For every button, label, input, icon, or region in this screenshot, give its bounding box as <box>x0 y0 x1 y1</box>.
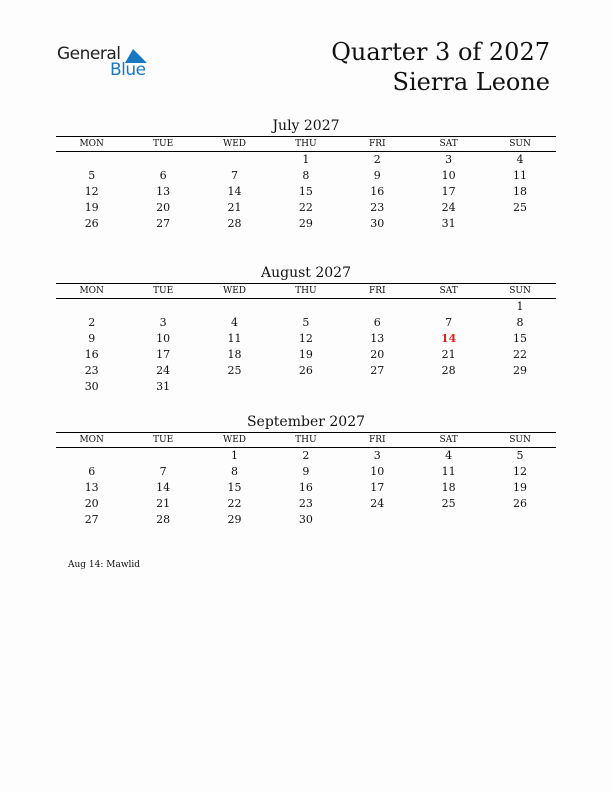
day-cell: 7 <box>230 169 238 182</box>
weekday-label: TUE <box>153 286 174 296</box>
week-row <box>56 363 556 379</box>
day-cell: 27 <box>84 513 99 526</box>
week-row <box>56 168 556 184</box>
day-cell: 12 <box>84 185 99 198</box>
weekday-label: TUE <box>153 139 174 149</box>
day-cell: 20 <box>156 201 171 214</box>
day-cell: 4 <box>516 153 524 166</box>
day-cell: 11 <box>441 465 456 478</box>
month-september <box>56 412 556 528</box>
day-cell: 29 <box>227 513 242 526</box>
day-cell: 24 <box>156 364 171 377</box>
month-title: September 2027 <box>246 414 366 430</box>
day-cell: 5 <box>516 449 524 462</box>
day-cell: 26 <box>84 217 99 230</box>
empty-day-cell <box>484 216 555 232</box>
day-cell: 13 <box>156 185 171 198</box>
week-row <box>56 216 556 232</box>
week-row <box>56 315 556 331</box>
weekday-header <box>56 433 556 447</box>
day-cell: 11 <box>227 332 242 345</box>
day-cell: 18 <box>513 185 528 198</box>
day-cell: 27 <box>370 364 385 377</box>
day-cell: 5 <box>302 316 310 329</box>
day-cell: 30 <box>370 217 385 230</box>
day-cell: 20 <box>84 497 99 510</box>
day-cell: 8 <box>516 316 524 329</box>
day-cell: 12 <box>513 465 528 478</box>
day-cell: 13 <box>84 481 99 494</box>
empty-day-cell <box>413 299 484 315</box>
holiday-note: Aug 14: Mawlid <box>68 560 141 570</box>
weekday-label: WED <box>222 435 246 445</box>
day-cell: 25 <box>227 364 242 377</box>
empty-day-cell <box>56 299 127 315</box>
weekday-header <box>56 137 556 151</box>
week-row <box>56 184 556 200</box>
empty-day-cell <box>127 299 198 315</box>
day-cell: 18 <box>441 481 456 494</box>
day-cell: 6 <box>159 169 167 182</box>
week-row <box>56 347 556 363</box>
day-cell: 8 <box>302 169 310 182</box>
month-august <box>56 263 556 395</box>
logo-word-general: General <box>57 44 121 64</box>
day-cell: 22 <box>227 497 242 510</box>
day-cell: 22 <box>513 348 528 361</box>
day-cell: 11 <box>513 169 528 182</box>
empty-day-cell <box>342 299 413 315</box>
day-cell: 20 <box>370 348 385 361</box>
day-cell: 24 <box>370 497 385 510</box>
day-cell: 29 <box>513 364 528 377</box>
weekday-label: SUN <box>509 286 531 296</box>
empty-day-cell <box>127 152 198 168</box>
day-cell: 24 <box>441 201 456 214</box>
page-title <box>331 37 550 97</box>
day-cell: 15 <box>227 481 242 494</box>
empty-day-cell <box>413 512 484 528</box>
weekday-label: FRI <box>368 435 386 445</box>
weekday-label: MON <box>79 286 104 296</box>
empty-day-cell <box>484 379 555 395</box>
day-cell: 4 <box>445 449 453 462</box>
day-cell: 30 <box>298 513 313 526</box>
day-cell: 22 <box>298 201 313 214</box>
day-cell: 6 <box>373 316 381 329</box>
week-row <box>56 200 556 216</box>
day-cell: 21 <box>227 201 242 214</box>
day-cell: 19 <box>513 481 528 494</box>
day-cell: 3 <box>159 316 167 329</box>
day-cell: 14 <box>440 332 457 345</box>
holiday-notes <box>68 560 140 570</box>
quarter-title: Quarter 3 of 2027 <box>331 38 550 66</box>
day-cell: 23 <box>84 364 99 377</box>
week-row <box>56 512 556 528</box>
weekday-label: WED <box>222 286 246 296</box>
day-cell: 25 <box>441 497 456 510</box>
empty-day-cell <box>484 512 555 528</box>
week-row <box>56 379 556 395</box>
weekday-label: SAT <box>439 139 458 149</box>
day-cell: 16 <box>84 348 99 361</box>
day-cell: 3 <box>445 153 453 166</box>
empty-day-cell <box>342 379 413 395</box>
month-title: August 2027 <box>261 265 351 281</box>
day-cell: 23 <box>298 497 313 510</box>
weekday-label: MON <box>79 139 104 149</box>
day-cell: 31 <box>441 217 456 230</box>
empty-day-cell <box>199 379 270 395</box>
day-cell: 18 <box>227 348 242 361</box>
day-cell: 14 <box>227 185 242 198</box>
day-cell: 10 <box>441 169 456 182</box>
weekday-header <box>56 284 556 298</box>
day-cell: 9 <box>373 169 381 182</box>
weekday-label: SAT <box>439 435 458 445</box>
day-cell: 15 <box>298 185 313 198</box>
day-cell: 2 <box>88 316 96 329</box>
weekday-label: FRI <box>368 139 386 149</box>
day-cell: 12 <box>298 332 313 345</box>
day-cell: 2 <box>373 153 381 166</box>
day-cell: 1 <box>302 153 310 166</box>
day-cell: 17 <box>370 481 385 494</box>
week-row <box>56 331 556 347</box>
country-title: Sierra Leone <box>392 68 550 96</box>
empty-day-cell <box>270 379 341 395</box>
empty-day-cell <box>413 379 484 395</box>
day-cell: 28 <box>227 217 242 230</box>
empty-day-cell <box>270 299 341 315</box>
weekday-label: MON <box>79 435 104 445</box>
day-cell: 25 <box>513 201 528 214</box>
day-cell: 16 <box>298 481 313 494</box>
day-cell: 8 <box>230 465 238 478</box>
day-cell: 6 <box>88 465 96 478</box>
day-cell: 31 <box>156 380 171 393</box>
day-cell: 26 <box>513 497 528 510</box>
day-cell: 21 <box>156 497 171 510</box>
day-cell: 21 <box>441 348 456 361</box>
week-row <box>56 480 556 496</box>
day-cell: 19 <box>84 201 99 214</box>
weekday-label: FRI <box>368 286 386 296</box>
weekday-label: THU <box>295 286 317 296</box>
week-row <box>56 448 556 464</box>
day-cell: 10 <box>156 332 171 345</box>
week-row <box>56 299 556 315</box>
empty-day-cell <box>56 448 127 464</box>
day-cell: 15 <box>513 332 528 345</box>
week-row <box>56 464 556 480</box>
weekday-label: SUN <box>509 139 531 149</box>
weekday-label: TUE <box>153 435 174 445</box>
empty-day-cell <box>342 512 413 528</box>
empty-day-cell <box>56 152 127 168</box>
empty-day-cell <box>127 448 198 464</box>
generalblue-logo <box>57 44 157 84</box>
week-row <box>56 496 556 512</box>
day-cell: 26 <box>298 364 313 377</box>
weekday-label: SUN <box>509 435 531 445</box>
day-cell: 2 <box>302 449 310 462</box>
day-cell: 3 <box>373 449 381 462</box>
weekday-label: SAT <box>439 286 458 296</box>
week-row <box>56 152 556 168</box>
day-cell: 27 <box>156 217 171 230</box>
day-cell: 16 <box>370 185 385 198</box>
logo-word-blue: Blue <box>110 60 146 80</box>
month-july <box>56 116 556 232</box>
day-cell: 23 <box>370 201 385 214</box>
day-cell: 7 <box>159 465 167 478</box>
day-cell: 5 <box>88 169 96 182</box>
day-cell: 28 <box>441 364 456 377</box>
day-cell: 19 <box>298 348 313 361</box>
weekday-label: THU <box>295 435 317 445</box>
day-cell: 1 <box>516 300 524 313</box>
day-cell: 13 <box>370 332 385 345</box>
day-cell: 1 <box>230 449 238 462</box>
day-cell: 10 <box>370 465 385 478</box>
day-cell: 14 <box>156 481 171 494</box>
day-cell: 7 <box>445 316 453 329</box>
day-cell: 9 <box>302 465 310 478</box>
day-cell: 17 <box>441 185 456 198</box>
day-cell: 29 <box>298 217 313 230</box>
day-cell: 4 <box>230 316 238 329</box>
day-cell: 30 <box>84 380 99 393</box>
empty-day-cell <box>199 299 270 315</box>
weekday-label: THU <box>295 139 317 149</box>
day-cell: 9 <box>88 332 96 345</box>
empty-day-cell <box>199 152 270 168</box>
day-cell: 28 <box>156 513 171 526</box>
month-title: July 2027 <box>272 118 340 134</box>
day-cell: 17 <box>156 348 171 361</box>
weekday-label: WED <box>222 139 246 149</box>
